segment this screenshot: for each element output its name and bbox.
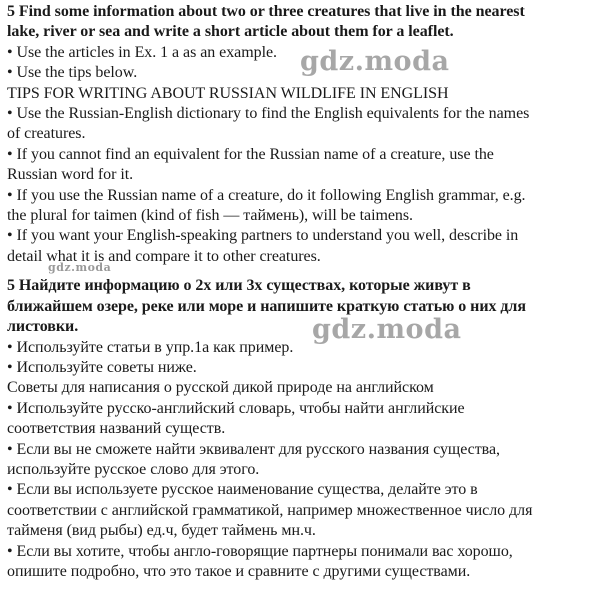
english-line-7: Russian word for it. — [7, 166, 134, 184]
english-line-8: • If you use the Russian name of a creature, do it following English grammar, e.g. — [7, 186, 526, 204]
english-line-9: the plural for taimen (kind of fish — таймень), will be taimens. — [7, 207, 413, 225]
english-line-10: • If you want your English-speaking partners to understand you well, describe in — [7, 227, 519, 245]
russian-line-1: • Используйте статьи в упр.1а как пример. — [7, 338, 294, 356]
english-line-1: • Use the articles in Ex. 1 a as an example. — [7, 43, 277, 61]
russian-exercise — [7, 276, 585, 582]
russian-heading-line-2: ближайшем озере, реке или море и напишите краткую статью о них для — [7, 297, 526, 315]
english-exercise — [7, 2, 585, 267]
watermark-middle: gdz.moda — [312, 314, 462, 345]
russian-line-5: соответствия названий существ. — [7, 420, 226, 438]
document-page — [7, 2, 585, 582]
russian-line-10: тайменя (вид рыбы) ед.ч, будет таймень мн.ч. — [7, 522, 316, 540]
english-line-11: detail what it is and compare it to other creatures. — [7, 247, 321, 265]
russian-heading-line-1: 5 Найдите информацию о 2х или 3х существах, которые живут в — [7, 277, 471, 295]
english-heading-line-1: 5 Find some information about two or three creatures that live in the nearest — [7, 3, 525, 20]
russian-line-8: • Если вы используете русское наименование существа, делайте это в — [7, 481, 478, 499]
russian-line-4: • Используйте русско-английский словарь, чтобы найти английские — [7, 399, 465, 417]
russian-line-12: опишите подробно, что это такое и сравните с другими существами. — [7, 562, 471, 580]
english-line-6: • If you cannot find an equivalent for the Russian name of a creature, use the — [7, 145, 494, 163]
russian-line-9: соответствии с английской грамматикой, например множественное число для — [7, 501, 533, 519]
russian-heading-line-3: листовки. — [7, 318, 79, 336]
english-line-5: of creatures. — [7, 125, 86, 143]
watermark-small: gdz.moda — [48, 261, 112, 274]
russian-line-6: • Если вы не сможете найти эквивалент для русского названия существа, — [7, 440, 500, 458]
russian-line-7: используйте русское слово для этого. — [7, 460, 260, 478]
russian-line-2: • Используйте советы ниже. — [7, 358, 197, 376]
english-heading-line-2: lake, river or sea and write a short article about them for a leaflet. — [7, 23, 454, 41]
russian-line-11: • Если вы хотите, чтобы англо-говорящие партнеры понимали вас хорошо, — [7, 542, 513, 560]
english-tips-title: TIPS FOR WRITING ABOUT RUSSIAN WILDLIFE IN ENGLISH — [7, 84, 449, 102]
english-line-4: • Use the Russian-English dictionary to find the English equivalents for the names — [7, 105, 530, 123]
russian-tips-title: Советы для написания о русской дикой природе на английском — [7, 379, 434, 397]
watermark-top: gdz.moda — [300, 46, 450, 77]
english-line-2: • Use the tips below. — [7, 64, 138, 82]
